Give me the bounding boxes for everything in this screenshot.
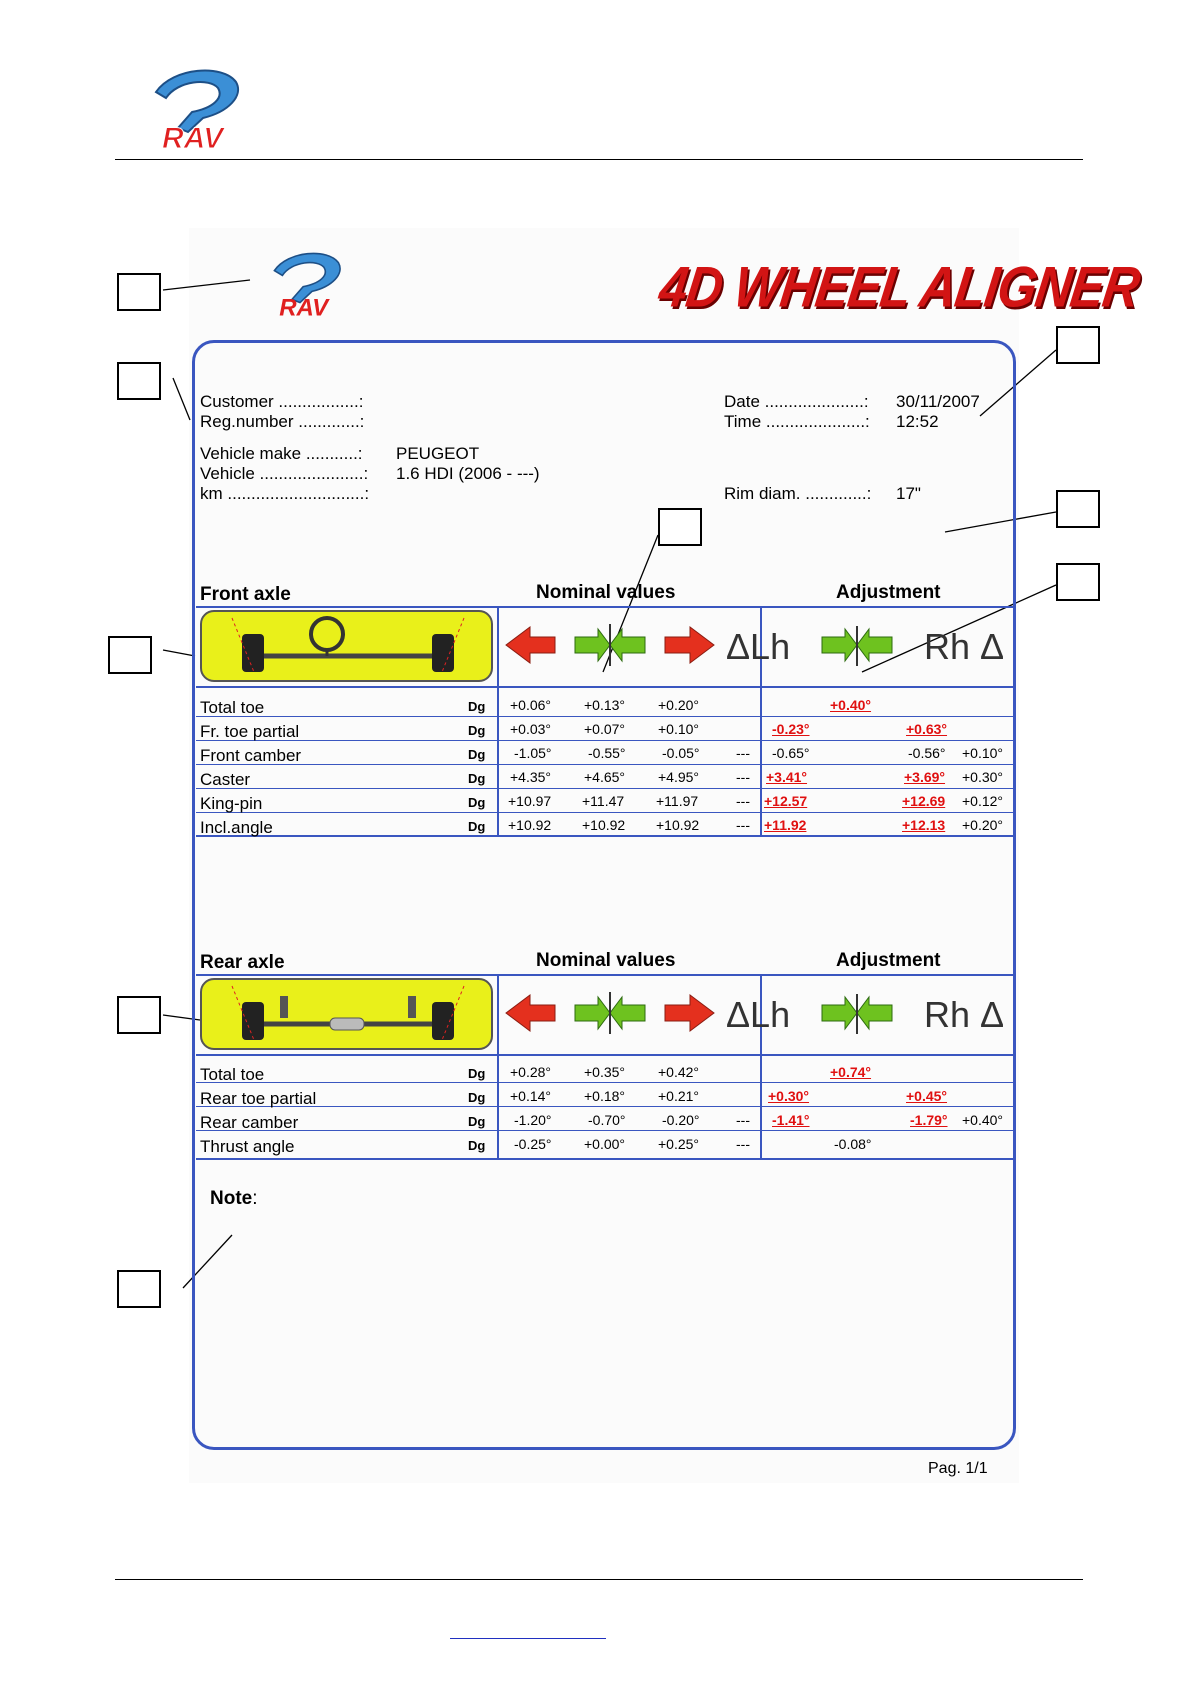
nominal-max: +0.25° [658,1136,700,1152]
report-logo-text: RAV [279,294,329,322]
nominal-max: +0.42° [658,1064,700,1080]
nominal-min: +0.06° [510,697,552,713]
rear-rh-label: Rh Δ [924,994,1005,1035]
dash: --- [736,745,750,761]
adjust-lh: +3.41° [766,769,808,785]
adjust-lh: -0.65° [772,745,810,761]
nominal-value: +4.65° [584,769,626,785]
callout-box-rim [1056,490,1100,528]
vehicle-label: Vehicle ......................: [200,464,369,483]
unit-label: Dg [468,723,486,738]
callout-box-adjust [1056,563,1100,601]
adjust-lh: +0.30° [768,1088,810,1104]
report-logo [268,245,348,325]
rear-axle-image [200,978,493,1050]
nominal-value: +0.18° [584,1088,626,1104]
unit-label: Dg [468,771,486,786]
time-label: Time .....................: [724,412,870,431]
front-nominal-header: Nominal values [536,582,676,603]
front-lh-label: ΔLh [726,626,791,667]
row-label: Rear toe partial [200,1089,317,1108]
adjust-rh: -0.56° [908,745,946,761]
adjust-rh: +12.69 [902,793,946,809]
callout-box-logo [117,273,161,311]
km-label: km .............................: [200,484,370,503]
nominal-min: -0.25° [514,1136,552,1152]
dash: --- [736,793,750,809]
report-frame [192,340,1016,1450]
dash: --- [736,1136,750,1152]
row-label: King-pin [200,794,263,813]
rim-diam-label: Rim diam. .............: [724,484,872,503]
rear-adjust-header: Adjustment [836,950,941,971]
front-axle-image [200,610,493,682]
adjust-rh: +3.69° [904,769,946,785]
vehicle-value: 1.6 HDI (2006 - ---) [396,464,540,483]
nominal-value: +0.00° [584,1136,626,1152]
rim-diam-value: 17" [896,484,921,503]
customer-label: Customer .................: [200,392,364,411]
adjust-rh: +0.45° [906,1088,948,1104]
callout-box-note [117,1270,161,1308]
reg-number-label: Reg.number .............: [200,412,365,431]
front-adjust-header: Adjustment [836,582,941,603]
row-label: Front camber [200,746,302,765]
rear-nominal-arrows [500,982,720,1052]
adjust-rh: -1.79° [910,1112,948,1128]
nominal-max: +0.10° [658,721,700,737]
nominal-max: +0.20° [658,697,700,713]
adjust-lh: -0.23° [772,721,810,737]
adjust-lh: +12.57 [764,793,808,809]
vehicle-make-label: Vehicle make ...........: [200,444,363,463]
rear-axle-title: Rear axle [200,952,285,973]
footer-link[interactable] [450,1638,606,1639]
unit-label: Dg [468,699,486,714]
nominal-max: +0.21° [658,1088,700,1104]
nominal-value: +10.92 [582,817,626,833]
adjust-lh: -1.41° [772,1112,810,1128]
unit-label: Dg [468,819,486,834]
front-adjust-arrows [822,626,896,666]
row-label: Total toe [200,1065,265,1084]
adjust-thrust: -0.08° [834,1136,872,1152]
nominal-min: +0.14° [510,1088,552,1104]
rear-nominal-header: Nominal values [536,950,676,971]
unit-label: Dg [468,1138,486,1153]
adjust-delta: +0.12° [962,793,1004,809]
nominal-max: +10.92 [656,817,700,833]
nominal-min: +0.03° [510,721,552,737]
footer-rule [115,1579,1083,1580]
vehicle-make-value: PEUGEOT [396,444,480,463]
nominal-max: +4.95° [658,769,700,785]
nominal-max: +11.97 [656,793,699,809]
adjust-rh: +12.13 [902,817,946,833]
date-value: 30/11/2007 [896,392,980,411]
adjust-delta: +0.20° [962,817,1004,833]
nominal-value: +0.35° [584,1064,626,1080]
callout-box-rear-image [117,996,161,1034]
dash: --- [736,817,750,833]
row-label: Incl.angle [200,818,273,837]
dash: --- [736,1112,750,1128]
nominal-max: -0.20° [662,1112,700,1128]
row-label: Caster [200,770,251,789]
date-label: Date .....................: [724,392,869,411]
unit-label: Dg [468,1066,486,1081]
adjust-delta: +0.40° [962,1112,1004,1128]
rear-lh-label: ΔLh [726,994,791,1035]
nominal-min: +4.35° [510,769,552,785]
nominal-value: +0.07° [584,721,626,737]
unit-label: Dg [468,747,486,762]
nominal-min: -1.05° [514,745,552,761]
unit-label: Dg [468,1114,486,1129]
nominal-value: +0.13° [584,697,626,713]
callout-box-date [1056,326,1100,364]
note-label: Note: [210,1188,258,1209]
unit-label: Dg [468,1090,486,1105]
report-title: 4D WHEEL ALIGNER [655,254,1144,320]
nominal-min: +10.92 [508,817,552,833]
front-rh-label: Rh Δ [924,626,1005,667]
adjust-delta: +0.10° [962,745,1004,761]
adjust-rh: +0.63° [906,721,948,737]
time-value: 12:52 [896,412,939,431]
adjust-total: +0.74° [830,1064,872,1080]
nominal-min: +10.97 [508,793,552,809]
nominal-value: -0.55° [588,745,626,761]
adjust-total: +0.40° [830,697,872,713]
rear-adjust-arrows [822,994,896,1034]
row-label: Total toe [200,698,265,717]
nominal-value: -0.70° [588,1112,626,1128]
nominal-min: +0.28° [510,1064,552,1080]
nominal-min: -1.20° [514,1112,552,1128]
front-nominal-arrows [500,614,720,684]
page-number: Pag. 1/1 [928,1460,988,1477]
front-axle-title: Front axle [200,584,291,605]
logo-text: RAV [162,122,224,155]
nominal-max: -0.05° [662,745,700,761]
unit-label: Dg [468,795,486,810]
nominal-value: +11.47 [582,793,625,809]
adjust-lh: +11.92 [764,817,807,833]
dash: --- [736,769,750,785]
callout-box-front-image [108,636,152,674]
callout-box-info [117,362,161,400]
row-label: Rear camber [200,1113,299,1132]
row-label: Fr. toe partial [200,722,300,741]
adjust-delta: +0.30° [962,769,1004,785]
row-label: Thrust angle [200,1137,295,1156]
